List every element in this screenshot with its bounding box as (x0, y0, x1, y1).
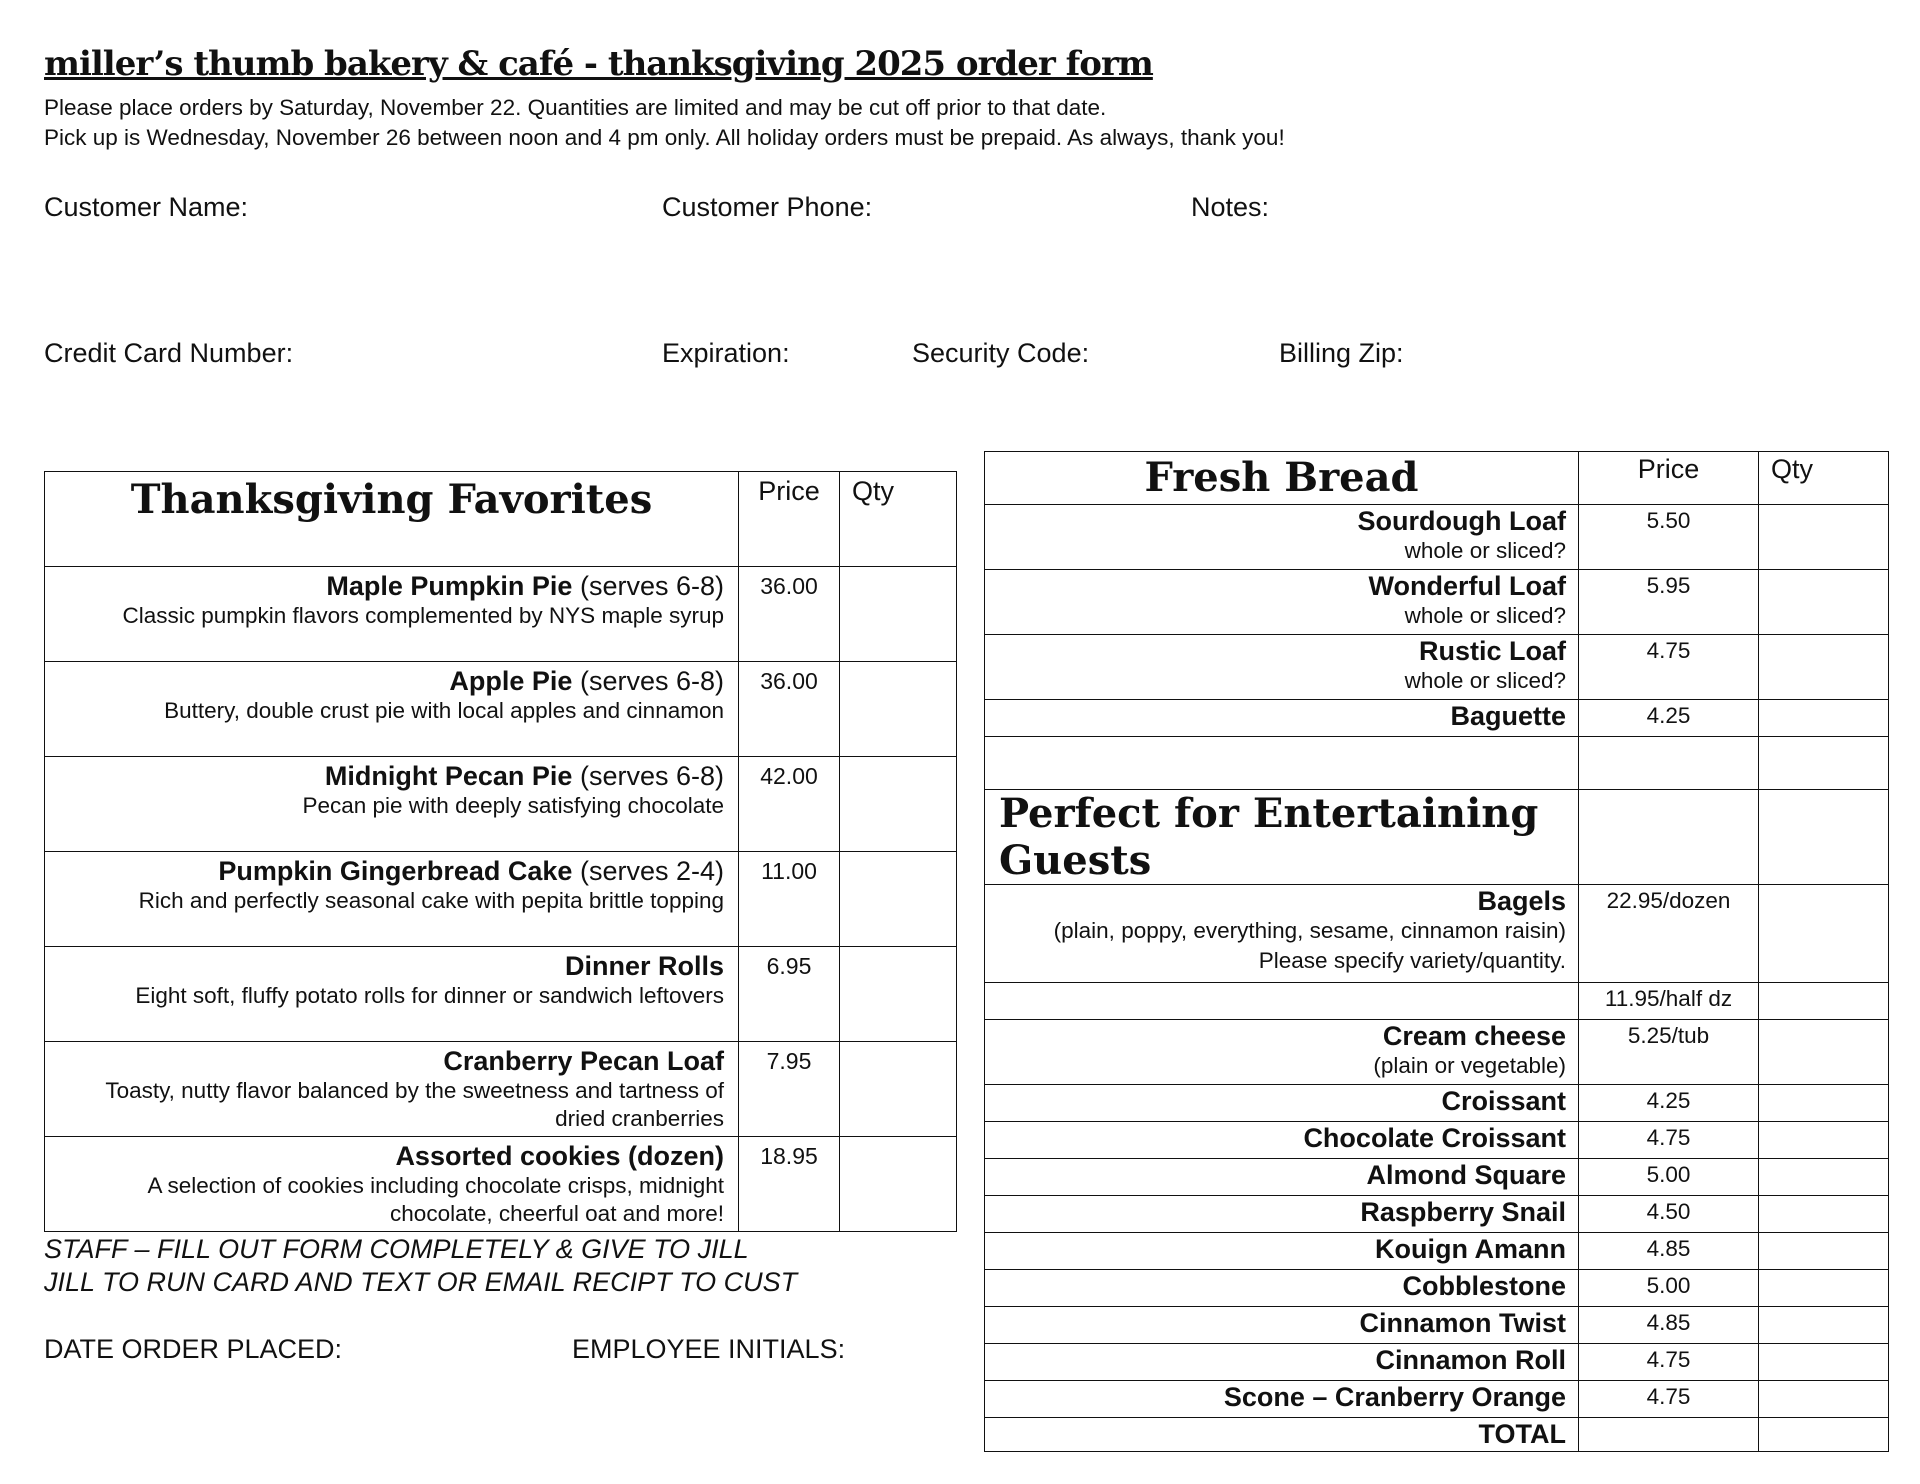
item-name: Assorted cookies (dozen) (395, 1141, 724, 1171)
billing-zip-label: Billing Zip: (1279, 338, 1404, 368)
qty-cell[interactable] (840, 757, 957, 852)
table-row (985, 1159, 1889, 1196)
item-note: (plain or vegetable) (1373, 1053, 1566, 1078)
item-serves: (serves 6-8) (572, 666, 724, 696)
item-price: 6.95 (739, 947, 840, 1042)
item-description: Classic pumpkin flavors complemented by NYS maple syrup (122, 603, 724, 628)
table-row (45, 852, 957, 947)
form-title: miller’s thumb bakery & café - thanksgiving 2025 order form (44, 44, 1153, 84)
security-code-label: Security Code: (912, 338, 1090, 368)
qty-cell[interactable] (1759, 505, 1889, 570)
item-price: 4.50 (1579, 1196, 1759, 1233)
item-name: Pumpkin Gingerbread Cake (218, 856, 573, 886)
item-name: Raspberry Snail (1360, 1197, 1566, 1227)
date-order-placed-label: DATE ORDER PLACED: (44, 1334, 343, 1364)
table-row (985, 570, 1889, 635)
notes-label: Notes: (1191, 192, 1270, 222)
item-name: Cinnamon Twist (1359, 1308, 1566, 1338)
item-name: Cream cheese (1382, 1021, 1566, 1051)
favorites-title: Thanksgiving Favorites (45, 472, 739, 567)
qty-cell[interactable] (1759, 1020, 1889, 1085)
table-row (985, 1381, 1889, 1418)
qty-cell[interactable] (1759, 635, 1889, 700)
item-name: Cinnamon Roll (1375, 1345, 1566, 1375)
table-row (45, 1042, 957, 1137)
qty-cell[interactable] (840, 1137, 957, 1232)
thanksgiving-favorites-table (44, 471, 957, 1232)
item-name: Dinner Rolls (564, 951, 724, 981)
total-price-cell[interactable] (1579, 1418, 1759, 1452)
qty-cell[interactable] (1759, 1122, 1889, 1159)
table-row (985, 885, 1889, 983)
item-serves: (serves 2-4) (572, 856, 724, 886)
qty-cell[interactable] (1759, 1307, 1889, 1344)
item-name: Kouign Amann (1375, 1234, 1566, 1264)
item-note: Please specify variety/quantity. (1258, 948, 1566, 973)
item-serves: (serves 6-8) (572, 571, 724, 601)
item-name: Rustic Loaf (1418, 636, 1566, 666)
credit-card-label: Credit Card Number: (44, 338, 294, 368)
blank-cell (985, 983, 1579, 1020)
blank-cell (1759, 790, 1889, 885)
item-price: 11.95/half dz (1579, 983, 1759, 1020)
blank-cell (1759, 737, 1889, 790)
qty-cell[interactable] (1759, 700, 1889, 737)
item-name: Cranberry Pecan Loaf (443, 1046, 724, 1076)
table-row (985, 1020, 1889, 1085)
item-name: Midnight Pecan Pie (324, 761, 573, 791)
item-serves: (serves 6-8) (572, 761, 724, 791)
item-note: (plain, poppy, everything, sesame, cinnamon raisin) (1053, 918, 1566, 943)
qty-cell[interactable] (1759, 885, 1889, 983)
item-price: 4.75 (1579, 1381, 1759, 1418)
item-name: Bagels (1477, 886, 1566, 916)
qty-cell[interactable] (1759, 1270, 1889, 1307)
expiration-label: Expiration: (662, 338, 790, 368)
qty-cell[interactable] (1759, 1196, 1889, 1233)
item-note: whole or sliced? (1404, 538, 1566, 563)
table-row (985, 737, 1889, 790)
qty-cell[interactable] (1759, 983, 1889, 1020)
favorites-price-header: Price (739, 472, 840, 567)
table-row (985, 1270, 1889, 1307)
item-description: Eight soft, fluffy potato rolls for dinner or sandwich leftovers (135, 983, 724, 1008)
bread-title: Fresh Bread (985, 452, 1579, 505)
total-label: TOTAL (1478, 1419, 1566, 1449)
item-name: Sourdough Loaf (1357, 506, 1566, 536)
table-row (45, 662, 957, 757)
item-price: 4.75 (1579, 635, 1759, 700)
total-qty-cell[interactable] (1759, 1418, 1889, 1452)
item-price: 5.95 (1579, 570, 1759, 635)
item-price: 4.25 (1579, 1085, 1759, 1122)
item-price: 22.95/dozen (1579, 885, 1759, 983)
item-price: 4.85 (1579, 1233, 1759, 1270)
item-price: 5.00 (1579, 1159, 1759, 1196)
item-price: 5.50 (1579, 505, 1759, 570)
bread-price-header: Price (1579, 452, 1759, 505)
item-price: 4.85 (1579, 1307, 1759, 1344)
item-name: Croissant (1441, 1086, 1566, 1116)
bread-qty-header: Qty (1759, 452, 1889, 505)
intro-pickup: Pick up is Wednesday, November 26 between noon and 4 pm only. All holiday orders must be prepaid. As always, thank you! (44, 125, 1285, 150)
customer-name-label: Customer Name: (44, 192, 249, 222)
table-row (45, 1137, 957, 1232)
qty-cell[interactable] (840, 662, 957, 757)
qty-cell[interactable] (840, 1042, 957, 1137)
qty-cell[interactable] (840, 852, 957, 947)
item-description: Rich and perfectly seasonal cake with pepita brittle topping (138, 888, 724, 913)
table-row (985, 1344, 1889, 1381)
fresh-bread-table (984, 451, 1889, 1452)
section-title: Perfect for Entertaining Guests (985, 790, 1579, 885)
table-row (45, 947, 957, 1042)
item-description: Pecan pie with deeply satisfying chocolate (302, 793, 724, 818)
table-row (985, 700, 1889, 737)
customer-phone-label: Customer Phone: (662, 192, 873, 222)
item-price: 4.25 (1579, 700, 1759, 737)
item-description: Toasty, nutty flavor balanced by the sweetness and tartness of dried cranberries (105, 1078, 724, 1131)
favorites-qty-header: Qty (840, 472, 957, 567)
item-price: 36.00 (739, 662, 840, 757)
item-name: Maple Pumpkin Pie (326, 571, 573, 601)
table-row (985, 1196, 1889, 1233)
qty-cell[interactable] (1759, 1085, 1889, 1122)
blank-cell (985, 737, 1579, 790)
total-row (985, 1418, 1889, 1452)
table-row (45, 567, 957, 662)
employee-initials-label: EMPLOYEE INITIALS: (572, 1334, 846, 1364)
table-row (985, 1307, 1889, 1344)
intro-deadline: Please place orders by Saturday, November 22. Quantities are limited and may be cut off prior to that date. (44, 95, 1107, 120)
qty-cell[interactable] (1759, 1159, 1889, 1196)
item-price: 42.00 (739, 757, 840, 852)
staff-instruction-1: STAFF – FILL OUT FORM COMPLETELY & GIVE TO JILL (44, 1234, 749, 1264)
item-note: whole or sliced? (1404, 668, 1566, 693)
table-row (985, 1122, 1889, 1159)
qty-cell[interactable] (1759, 1344, 1889, 1381)
table-row (985, 983, 1889, 1020)
table-row (985, 1085, 1889, 1122)
table-row (985, 1233, 1889, 1270)
item-name: Apple Pie (449, 666, 573, 696)
item-price: 4.75 (1579, 1344, 1759, 1381)
table-row (985, 635, 1889, 700)
item-name: Cobblestone (1402, 1271, 1566, 1301)
table-row (45, 757, 957, 852)
qty-cell[interactable] (840, 947, 957, 1042)
item-name: Scone – Cranberry Orange (1223, 1382, 1566, 1412)
qty-cell[interactable] (1759, 1233, 1889, 1270)
item-price: 5.25/tub (1579, 1020, 1759, 1085)
blank-cell (1579, 790, 1759, 885)
blank-cell (1579, 737, 1759, 790)
item-price: 7.95 (739, 1042, 840, 1137)
item-name: Chocolate Croissant (1303, 1123, 1566, 1153)
item-description: Buttery, double crust pie with local apples and cinnamon (164, 698, 724, 723)
item-name: Baguette (1450, 701, 1566, 731)
table-row (985, 505, 1889, 570)
item-name: Almond Square (1366, 1160, 1566, 1190)
table-row (985, 790, 1889, 885)
staff-instruction-2: JILL TO RUN CARD AND TEXT OR EMAIL RECIPT TO CUST (44, 1267, 798, 1297)
item-price: 36.00 (739, 567, 840, 662)
item-note: whole or sliced? (1404, 603, 1566, 628)
qty-cell[interactable] (1759, 570, 1889, 635)
item-price: 5.00 (1579, 1270, 1759, 1307)
item-price: 11.00 (739, 852, 840, 947)
item-name: Wonderful Loaf (1368, 571, 1566, 601)
qty-cell[interactable] (1759, 1381, 1889, 1418)
item-description: A selection of cookies including chocolate crisps, midnight chocolate, cheerful oat and more! (147, 1173, 724, 1226)
qty-cell[interactable] (840, 567, 957, 662)
item-price: 18.95 (739, 1137, 840, 1232)
item-price: 4.75 (1579, 1122, 1759, 1159)
